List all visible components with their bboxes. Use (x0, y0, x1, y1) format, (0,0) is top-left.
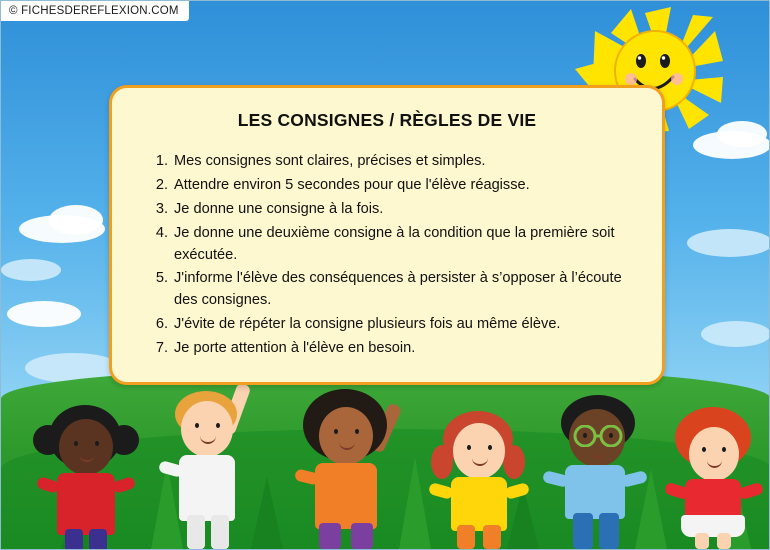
rule-number: 4. (155, 224, 168, 241)
glasses-icon (571, 425, 625, 447)
cloud-icon (7, 301, 81, 327)
rule-number: 2. (155, 176, 168, 193)
cloud-icon (701, 321, 770, 347)
eye (355, 429, 359, 434)
list-item (138, 338, 636, 360)
leg (457, 525, 475, 549)
leg (187, 515, 205, 549)
leg (695, 533, 709, 549)
arm (112, 476, 137, 494)
head (453, 423, 505, 479)
pigtail (503, 445, 525, 479)
rule-text: J'évite de répéter la consigne plusieurs fois au même élève. (174, 316, 561, 333)
torso (179, 455, 235, 521)
eye (195, 423, 199, 428)
rules-list (138, 151, 636, 360)
leg (717, 533, 731, 549)
rule-text: Attendre environ 5 secondes pour que l'élève réagisse. (174, 176, 530, 193)
rule-text: Je porte attention à l'élève en besoin. (174, 340, 416, 357)
eye (722, 447, 726, 452)
torso (57, 473, 115, 535)
eye (74, 441, 78, 446)
rules-card (109, 85, 665, 385)
head (319, 407, 373, 465)
eye (467, 445, 471, 450)
eye (488, 445, 492, 450)
rule-text: Je donne une deuxième consigne à la condition que la première soit exécutée. (174, 224, 615, 263)
cloud-icon (687, 229, 770, 257)
kid-figure-1 (31, 389, 141, 549)
list-item (138, 223, 636, 267)
rule-number: 6. (155, 316, 168, 333)
hair-puff (109, 425, 139, 455)
cloud-icon (717, 121, 767, 147)
arm (504, 482, 530, 500)
list-item (138, 151, 636, 173)
rule-number: 1. (155, 153, 168, 169)
kid-figure-5 (541, 387, 657, 549)
torso (315, 463, 377, 529)
torso (565, 465, 625, 519)
eye (334, 429, 338, 434)
page-title: LES CONSIGNES / RÈGLES DE VIE (237, 110, 537, 130)
cloud-icon (1, 259, 61, 281)
rule-text: Je donne une consigne à la fois. (174, 200, 384, 217)
arm (738, 482, 765, 501)
kid-figure-4 (425, 399, 537, 549)
rule-number: 7. (155, 340, 168, 357)
head (181, 401, 233, 457)
eye (583, 433, 587, 438)
kid-figure-6 (661, 401, 769, 549)
head (689, 427, 739, 481)
pigtail (431, 445, 453, 479)
kid-figure-2 (153, 379, 263, 549)
kid-figure-3 (289, 381, 409, 549)
list-item (138, 175, 636, 197)
list-item (138, 199, 636, 221)
leg (211, 515, 229, 549)
cloud-icon (49, 205, 103, 235)
rule-text: J'informe l'élève des conséquences à persister à s’opposer à l’écoute des consignes. (174, 270, 622, 309)
eye (95, 441, 99, 446)
leg (319, 523, 341, 549)
head (59, 419, 113, 475)
eye (609, 433, 613, 438)
leg (351, 523, 373, 549)
rule-text: Mes consignes sont claires, précises et simples. (174, 153, 486, 169)
eye (216, 423, 220, 428)
rule-number: 3. (155, 200, 168, 217)
eye (702, 447, 706, 452)
skirt (681, 515, 745, 537)
list-item (138, 268, 636, 312)
leg (599, 513, 619, 549)
rule-number: 5. (155, 270, 168, 287)
leg (483, 525, 501, 549)
leg (89, 529, 107, 550)
torso (451, 477, 507, 531)
copyright-label: © FICHESDEREFLEXION.COM (1, 1, 189, 21)
list-item (138, 314, 636, 336)
leg (573, 513, 593, 549)
leg (65, 529, 83, 550)
